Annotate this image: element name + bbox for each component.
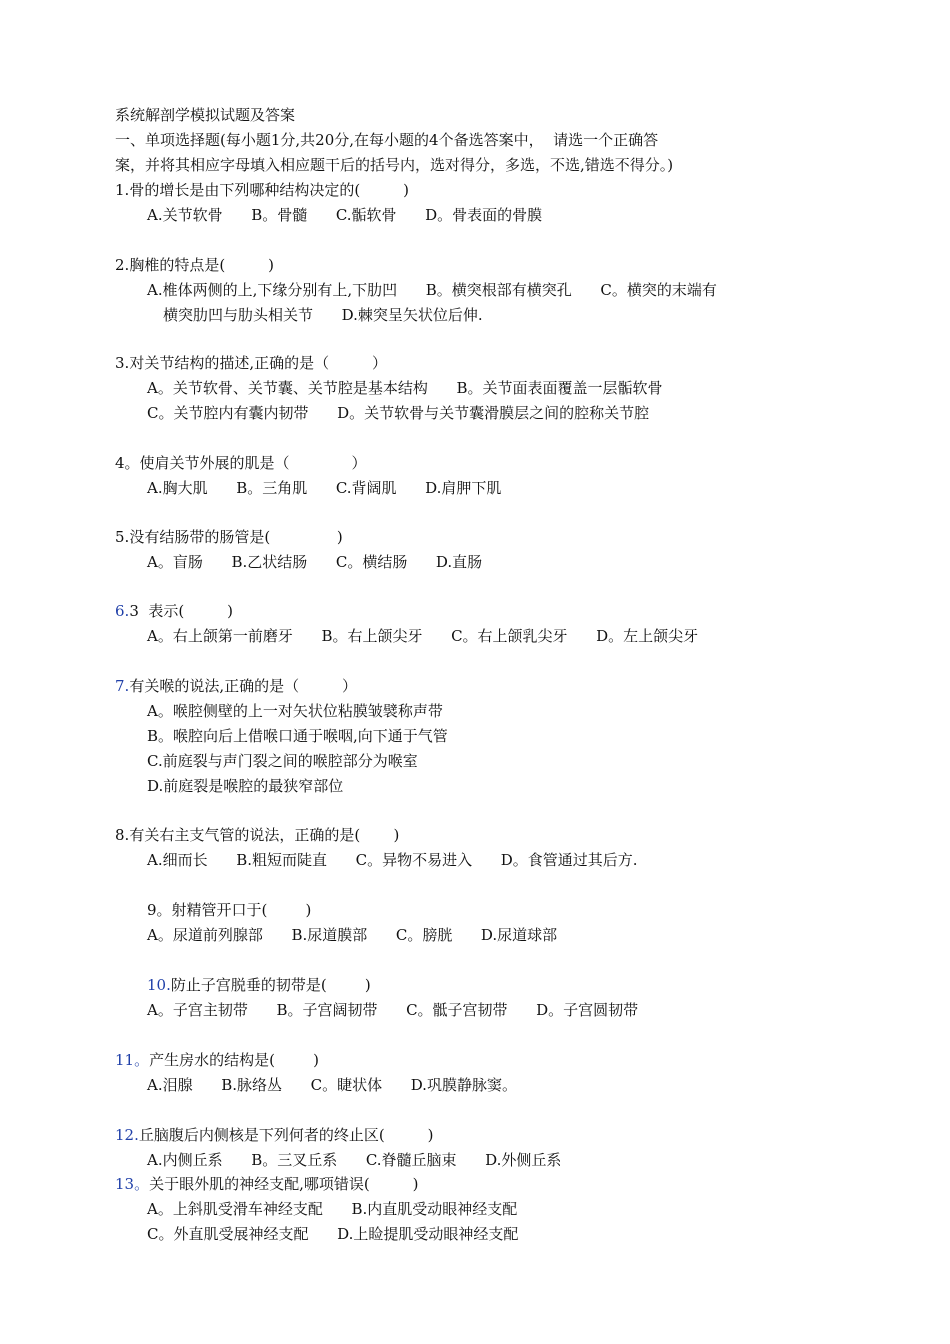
question-number: 6.: [115, 602, 130, 620]
question-7-option-b: B。喉腔向后上借喉口通于喉咽,向下通于气管: [147, 727, 448, 745]
question-10-options: A。子宫主韧带 B。子宫阔韧带 C。骶子宫韧带 D。子宫圆韧带: [147, 1001, 639, 1019]
question-text: 有关右主支气管的说法，正确的是( ): [129, 826, 400, 844]
question-2-options-line-2: 横突肋凹与肋头相关节 D.棘突呈矢状位后伸.: [163, 306, 483, 324]
question-text: 产生房水的结构是( ): [149, 1051, 319, 1069]
question-2-options-line-1: A.椎体两侧的上,下缘分别有上,下肋凹 B。横突根部有横突孔 C。横突的末端有: [147, 281, 717, 299]
question-text: 关于眼外肌的神经支配,哪项错误( ): [149, 1175, 419, 1193]
question-5-options: A。盲肠 B.乙状结肠 C。横结肠 D.直肠: [147, 553, 483, 571]
question-number: 5.: [115, 528, 130, 546]
question-text: 有关喉的说法,正确的是（ ）: [129, 677, 357, 695]
section-intro-line-1: 一、单项选择题(每小题1分,共20分,在每小题的4个备选答案中， 请选一个正确答: [115, 131, 659, 149]
question-12-stem: [115, 1125, 433, 1145]
question-4-stem: [115, 453, 367, 473]
question-11-stem: [115, 1050, 319, 1070]
question-number: 12.: [115, 1126, 139, 1144]
question-number: 9。: [147, 901, 172, 919]
question-number: 3.: [115, 354, 130, 372]
question-text: 射精管开口于( ): [171, 901, 312, 919]
question-7-option-a: A。喉腔侧壁的上一对矢状位粘膜皱襞称声带: [147, 702, 443, 720]
question-3-options-line-1: A。关节软骨、关节囊、关节腔是基本结构 B。关节面表面覆盖一层骺软骨: [147, 379, 663, 397]
question-13-stem: [115, 1174, 418, 1194]
question-number: 2.: [115, 256, 130, 274]
question-7-stem: [115, 676, 357, 696]
question-number: 4。: [115, 454, 140, 472]
question-number: 8.: [115, 826, 130, 844]
question-number: 1.: [115, 181, 130, 199]
question-9-stem: [147, 900, 311, 920]
section-intro-line-2: 案，并将其相应字母填入相应题干后的括号内，选对得分，多选，不选,错选不得分。): [115, 156, 674, 174]
question-13-options-line-1: A。上斜肌受滑车神经支配 B.内直肌受动眼神经支配: [147, 1200, 518, 1218]
question-text: 没有结肠带的肠管是( ): [129, 528, 343, 546]
question-number: 7.: [115, 677, 130, 695]
question-number: 13。: [115, 1175, 150, 1193]
question-12-options: A.内侧丘系 B。三叉丘系 C.脊髓丘脑束 D.外侧丘系: [147, 1151, 562, 1169]
question-text: 对关节结构的描述,正确的是（ ）: [129, 354, 387, 372]
question-10-stem: [147, 975, 371, 995]
question-7-option-d: D.前庭裂是喉腔的最狭窄部位: [147, 777, 344, 795]
question-5-stem: [115, 527, 343, 547]
question-8-options: A.细而长 B.粗短而陡直 C。异物不易进入 D。食管通过其后方.: [147, 851, 638, 869]
question-1-options: A.关节软骨 B。骨髓 C.骺软骨 D。骨表面的骨膜: [147, 206, 543, 224]
question-7-option-c: C.前庭裂与声门裂之间的喉腔部分为喉室: [147, 752, 418, 770]
question-6-options: A。右上颌第一前磨牙 B。右上颌尖牙 C。右上颌乳尖牙 D。左上颌尖牙: [147, 627, 699, 645]
question-2-stem: [115, 255, 274, 275]
question-9-options: A。尿道前列腺部 B.尿道膜部 C。膀胱 D.尿道球部: [147, 926, 558, 944]
question-text: 防止子宫脱垂的韧带是( ): [170, 976, 371, 994]
question-text: 丘脑腹后内侧核是下列何者的终止区( ): [138, 1126, 434, 1144]
question-13-options-line-2: C。外直肌受展神经支配 D.上睑提肌受动眼神经支配: [147, 1225, 519, 1243]
question-1-stem: [115, 180, 409, 200]
question-text: 骨的增长是由下列哪种结构决定的( ): [129, 181, 409, 199]
question-number: 11。: [115, 1051, 150, 1069]
question-4-options: A.胸大肌 B。三角肌 C.背阔肌 D.肩胛下肌: [147, 479, 502, 497]
doc-title: 系统解剖学模拟试题及答案: [115, 106, 296, 124]
question-3-stem: [115, 353, 387, 373]
question-3-options-line-2: C。关节腔内有囊内韧带 D。关节软骨与关节囊滑膜层之间的腔称关节腔: [147, 404, 650, 422]
question-text: 胸椎的特点是( ): [129, 256, 274, 274]
question-text: 3 表示( ): [129, 602, 234, 620]
question-11-options: A.泪腺 B.脉络丛 C。睫状体 D.巩膜静脉窦。: [147, 1076, 517, 1094]
question-text: 使肩关节外展的肌是（ ）: [139, 454, 367, 472]
question-8-stem: [115, 825, 399, 845]
question-number: 10.: [147, 976, 171, 994]
question-6-stem: [115, 601, 233, 621]
